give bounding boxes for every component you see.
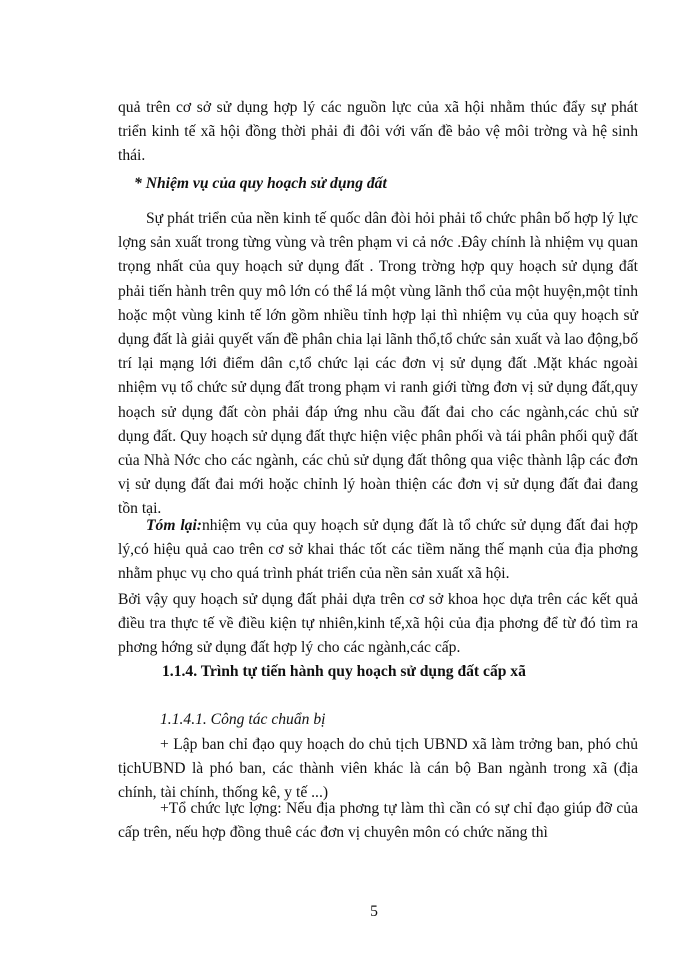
paragraph-boi-vay: Bởi vậy quy hoạch sử dụng đất phải dựa trên cơ sở khoa học dựa trên các kết quả điều tra thực tế về điều kiện tự nhiên,kinh tế,xã hội của địa phơng để từ đó tìm ra phơng hớng sử dụng đất hợp lý cho các ngành,các cấp. <box>118 591 638 657</box>
subsection-heading-1-1-4-1: 1.1.4.1. Công tác chuẩn bị <box>160 711 326 728</box>
paragraph-intro: quả trên cơ sở sử dụng hợp lý các nguồn lực của xã hội nhằm thúc đẩy sự phát triển kinh tế xã hội đồng thời phải đi đôi với vấn đề bảo vệ môi trờng và hệ sinh thái. <box>118 99 638 165</box>
paragraph-lap-ban: + Lập ban chỉ đạo quy hoạch do chủ tịch UBND xã làm trởng ban, phó chủ tịchUBND là phó ban, các thành viên khác là cán bộ Ban ngành trong xã (địa chính, tài chính, thống kê, y tế ...) <box>118 736 638 802</box>
tom-lai-lead: Tóm lại: <box>146 517 202 534</box>
tom-lai-body: nhiệm vụ của quy hoạch sử dụng đất là tổ chức sử dụng đất đai hợp lý,có hiệu quả cao trên cơ sở khai thác tốt các tiềm năng thế mạnh của địa phơng nhằm phục vụ cho quá trình phát triển của nền sản xuất xã hội. <box>118 517 638 583</box>
paragraph-nhiem-vu: Sự phát triển của nền kinh tế quốc dân đòi hỏi phải tổ chức phân bố hợp lý lực lợng sản xuất trong từng vùng và trên phạm vi cả nớc .Đây chính là nhiệm vụ quan trọng nhất của quy hoạch sử dụng đất . Trong trờng hợp quy hoạch sử dụng đất phải tiến hành trên quy mô lớn có thể lá một vùng lãnh thổ của một huyện,một tỉnh hoặc một vùng kinh tế lớn gồm nhiều tỉnh hợp lại thì nhiệm vụ của quy hoạch sử dụng đất là giải quyết vấn đề phân chia lại lãnh thổ,tổ chức sản xuất và lao động,bố trí lại mạng lới điểm dân c,tổ chức lại các đơn vị sử dụng đất .Mặt khác ngoài nhiệm vụ tổ chức sử dụng đất trong phạm vi ranh giới từng đơn vị sử dụng đất,quy hoạch sử dụng đất còn phải đáp ứng nhu cầu đất đai cho các ngành,các chủ sử dụng đất. Quy hoạch sử dụng đất thực hiện việc phân phối và tái phân phối quỹ đất của Nhà Nớc cho các ngành, các chủ sử dụng đất thông qua việc thành lập các đơn vị sử dụng đất đai mới hoặc chỉnh lý hoàn thiện các đơn vị sử dụng đất đai đang tồn tại. <box>118 210 638 518</box>
section-heading-1-1-4: 1.1.4. Trình tự tiến hành quy hoạch sử dụng đất cấp xã <box>162 663 526 680</box>
page-number: 5 <box>370 903 378 920</box>
paragraph-to-chuc: +Tổ chức lực lợng: Nếu địa phơng tự làm thì cần có sự chỉ đạo giúp đỡ của cấp trên, nếu hợp đồng thuê các đơn vị chuyên môn có chức năng thì <box>118 800 638 842</box>
heading-nhiem-vu: * Nhiệm vụ của quy hoạch sử dụng đất <box>134 175 387 192</box>
paragraph-tom-lai <box>118 514 638 587</box>
